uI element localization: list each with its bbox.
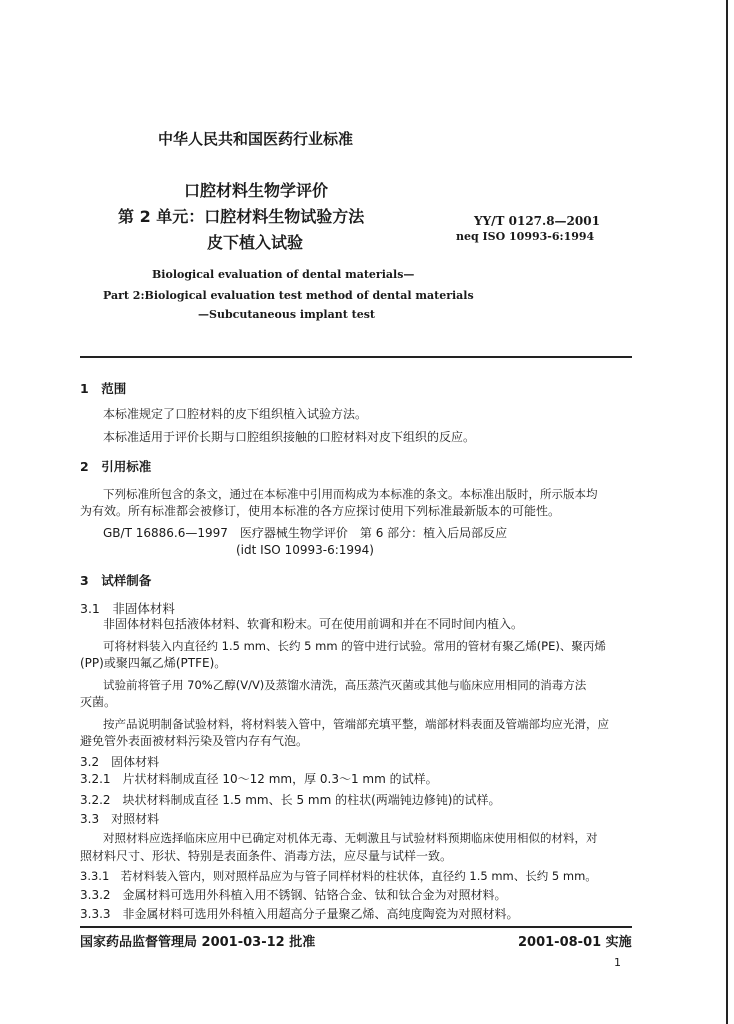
section-3-heading: 3 试样制备: [80, 573, 152, 588]
section-3-1-heading: 3.1 非固体材料: [80, 601, 175, 616]
section-2-paragraph-line-2: 为有效。所有标准都会被修订，使用本标准的各方应探讨使用下列标准最新版本的可能性。: [80, 504, 561, 518]
footer-rule: [80, 926, 632, 928]
section-3-1-paragraph-3-line-1: 试验前将管子用 70%乙醇(V/V)及蒸馏水清洗，高压蒸汽灭菌或其他与临床应用相同的消毒方法: [103, 678, 587, 692]
section-3-3-3: 3.3.3 非金属材料可选用外科植入用超高分子量聚乙烯、高纯度陶瓷为对照材料。: [80, 907, 519, 921]
implementation-date: 2001-08-01 实施: [518, 935, 632, 950]
section-3-3-heading: 3.3 对照材料: [80, 812, 160, 826]
section-3-1-paragraph-2-line-1: 可将材料装入内直径约 1.5 mm、长约 5 mm 的管中进行试验。常用的管材有聚乙烯(PE)、聚丙烯: [103, 639, 606, 653]
section-3-2-1: 3.2.1 片状材料制成直径 10～12 mm，厚 0.3～1 mm 的试样。: [80, 772, 438, 786]
section-2-heading: 2 引用标准: [80, 459, 152, 474]
title-cn-line1: 口腔材料生物学评价: [184, 181, 329, 200]
section-2-paragraph-line-1: 下列标准所包含的条文，通过在本标准中引用而构成为本标准的条文。本标准出版时，所示版本均: [103, 487, 598, 501]
title-en-line1: Biological evaluation of dental materials—: [152, 268, 415, 281]
section-3-2-heading: 3.2 固体材料: [80, 755, 160, 769]
approval-date: 国家药品监督管理局 2001-03-12 批准: [80, 935, 316, 950]
page-edge-line: [726, 0, 728, 1024]
section-3-1-paragraph-4-line-2: 避免管外表面被材料污染及管内存有气泡。: [80, 734, 309, 748]
section-1-paragraph-1: 本标准规定了口腔材料的皮下组织植入试验方法。: [103, 407, 368, 421]
section-3-1-paragraph-2-line-2: (PP)或聚四氟乙烯(PTFE)。: [80, 656, 227, 670]
org-title: 中华人民共和国医药行业标准: [158, 130, 354, 148]
title-cn-line3: 皮下植入试验: [207, 233, 304, 252]
section-3-1-paragraph-3-line-2: 灭菌。: [80, 695, 117, 709]
section-3-3-paragraph-line-2: 照材料尺寸、形状、特别是表面条件、消毒方法，应尽量与试样一致。: [80, 849, 453, 863]
section-2-reference-1: GB/T 16886.6—1997 医疗器械生物学评价 第 6 部分：植入后局部反应: [103, 526, 508, 540]
section-3-3-paragraph-line-1: 对照材料应选择临床应用中已确定对机体无毒、无刺激且与试验材料预期临床使用相似的材料，对: [103, 831, 598, 845]
page-number: 1: [614, 956, 621, 969]
section-3-1-paragraph-4-line-1: 按产品说明制备试验材料，将材料装入管中，管端部充填平整，端部材料表面及管端部均应光滑，应: [103, 717, 609, 731]
section-3-1-paragraph-1: 非固体材料包括液体材料、软膏和粉末。可在使用前调和并在不同时间内植入。: [103, 617, 524, 631]
section-1-paragraph-2: 本标准适用于评价长期与口腔组织接触的口腔材料对皮下组织的反应。: [103, 430, 476, 444]
title-en-line2: Part 2:Biological evaluation test method of dental materials: [103, 289, 474, 302]
section-3-2-2: 3.2.2 块状材料制成直径 1.5 mm、长 5 mm 的柱状(两端钝边修钝)的试样。: [80, 793, 501, 807]
title-en-line3: —Subcutaneous implant test: [198, 308, 375, 321]
section-2-reference-1-equiv: (idt ISO 10993-6:1994): [236, 543, 374, 557]
section-3-3-1: 3.3.1 若材料装入管内，则对照样品应为与管子同样材料的柱状体，直径约 1.5 mm、长约 5 mm。: [80, 869, 597, 883]
section-1-heading: 1 范围: [80, 381, 127, 396]
header-rule: [80, 356, 632, 358]
standard-number: YY/T 0127.8—2001: [474, 214, 600, 228]
standard-equivalence: neq ISO 10993-6:1994: [456, 230, 595, 243]
title-cn-line2: 第 2 单元：口腔材料生物试验方法: [118, 207, 365, 226]
section-3-3-2: 3.3.2 金属材料可选用外科植入用不锈钢、钴铬合金、钛和钛合金为对照材料。: [80, 888, 507, 902]
